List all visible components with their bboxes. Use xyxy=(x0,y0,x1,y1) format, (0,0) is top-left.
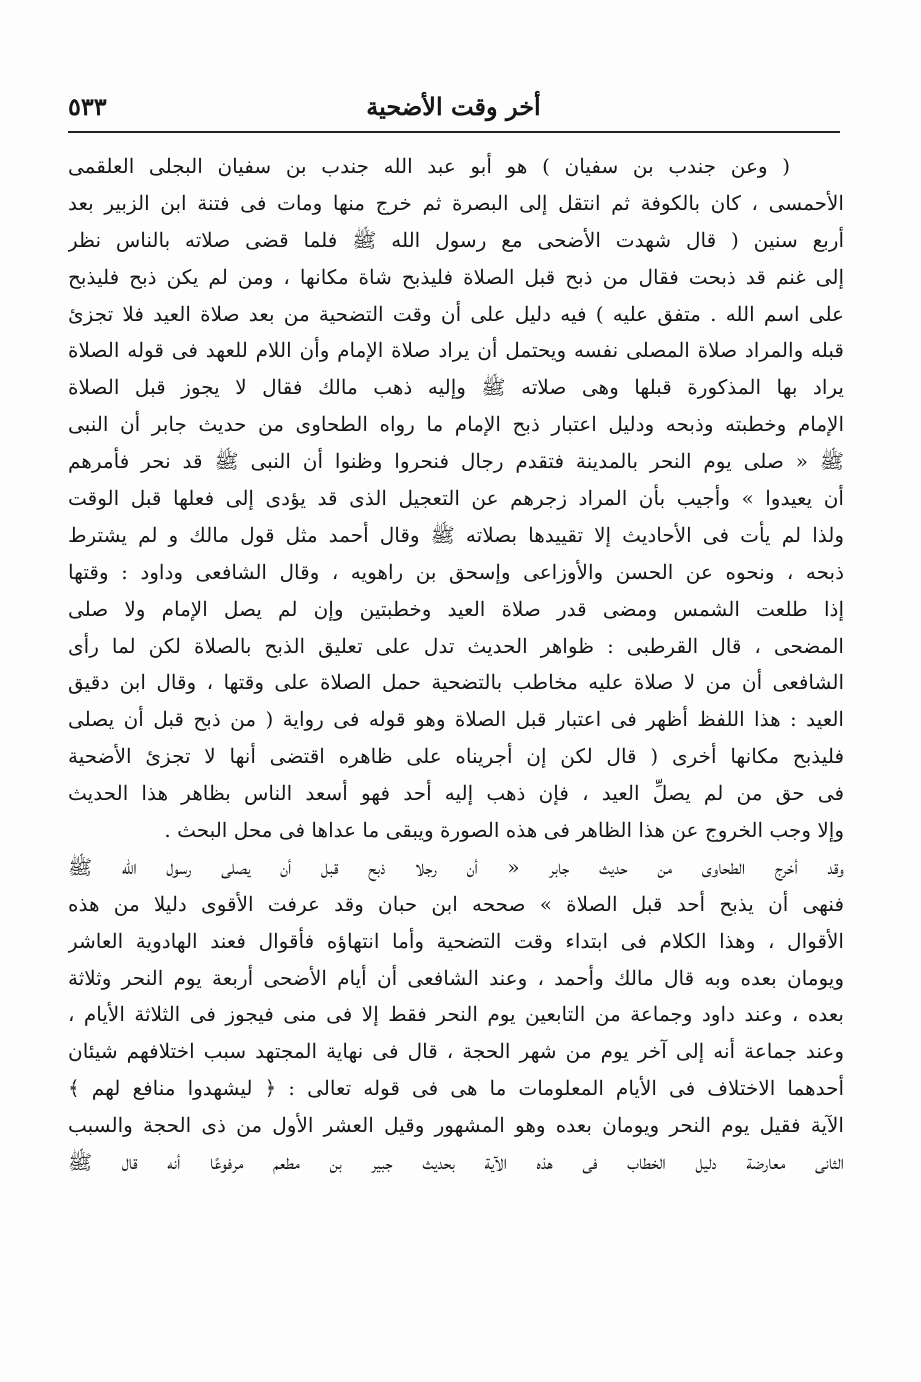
text-line: الإمام وخطبته وذبحه ودليل اعتبار ذبح الإمام ما رواه الطحاوى من حديث جابر أن النبى xyxy=(68,412,844,437)
text-line: قبله والمراد صلاة المصلى نفسه ويحتمل أن يراد صلاة الإمام وأن اللام للعهد فى قوله الصلاة xyxy=(68,338,844,363)
text-line: الآية فقيل يوم النحر ويومان بعده وهو المشهور وقيل العشر الأول من ذى الحجة والسبب xyxy=(68,1113,844,1138)
text-line: الثانى معارضة دليل الخطاب فى هذه الآية بحديث جبير بن مطعم مرفوعًا أنه قال ﷺ xyxy=(68,1150,844,1175)
text-line: الأحمسى ، كان بالكوفة ثم انتقل إلى البصرة ثم خرج منها ومات فى فتنة ابن الزبير بعد xyxy=(68,190,844,215)
running-title: أخر وقت الأضحية xyxy=(366,92,541,121)
text-line: ﷺ « صلى يوم النحر بالمدينة فتقدم رجال فنحروا وظنوا أن النبى ﷺ قد نحر فأمرهم xyxy=(68,449,844,474)
header-rule xyxy=(68,131,840,133)
text-line: المضحى ، قال القرطبى : ظواهر الحديث تدل على تعليق الذبح بالصلاة لكن لما رأى xyxy=(68,633,844,658)
text-line: العيد : هذا اللفظ أظهر فى اعتبار قبل الصلاة وهو قوله فى رواية ( من ذبح قبل أن يصلى xyxy=(68,707,844,732)
text-line: فى حق من لم يصلِّ العيد ، فإن ذهب إليه أحد فهو أسعد الناس بظاهر هذا الحديث xyxy=(68,781,844,806)
text-line: أن يعيدوا » وأجيب بأن المراد زجرهم عن التعجيل الذى قد يؤدى إلى فعلها قبل الوقت xyxy=(68,486,844,511)
text-line: ولذا لم يأت فى الأحاديث إلا تقييدها بصلاته ﷺ وقال أحمد مثل قول مالك و لم يشترط xyxy=(68,522,844,547)
text-line: بعده ، وعند داود وجماعة من التابعين يوم النحر فقط إلا فى منى فيجوز فى الثلاثة الأيام ، xyxy=(68,1002,844,1027)
text-line: ( وعن جندب بن سفيان ) هو أبو عبد الله جندب بن سفيان البجلى العلقمى xyxy=(68,154,790,178)
text-line: الأقوال ، وهذا الكلام فى ابتداء وقت التضحية وأما انتهاؤه فأقوال فعند الهادوية العاشر xyxy=(68,928,844,953)
text-line: أربع سنين ( قال شهدت الأضحى مع رسول الله ﷺ فلما قضى صلاته بالناس نظر xyxy=(68,227,844,252)
text-line: ويومان بعده وبه قال مالك وأحمد ، وعند الشافعى أن أيام الأضحى أربعة يوم النحر وثلاثة xyxy=(68,965,844,990)
text-line: الشافعى أن من لا صلاة عليه مخاطب بالتضحية حمل الصلاة على وقتها ، وقال ابن دقيق xyxy=(68,670,844,695)
text-line: أحدهما الاختلاف فى الأيام المعلومات ما هى فى قوله تعالى : ﴿ ليشهدوا منافع لهم ﴾ xyxy=(68,1076,844,1101)
page-number: ٥٣٣ xyxy=(68,92,107,121)
text-line: إلى غنم قد ذبحت فقال من ذبح قبل الصلاة فليذبح شاة مكانها ، ومن لم يكن ذبح فليذبح xyxy=(68,264,844,289)
text-line: وعند جماعة أنه إلى آخر يوم من شهر الحجة ، قال فى نهاية المجتهد سبب اختلافهم شيئان xyxy=(68,1039,844,1064)
text-line: وإلا وجب الخروج عن هذا الظاهر فى هذه الصورة ويبقى ما عداها فى محل البحث . xyxy=(164,818,844,843)
text-line: فنهى أن يذبح أحد قبل الصلاة » صححه ابن حبان وقد عرفت الأقوى دليلا من هذه xyxy=(68,891,844,916)
text-line: يراد بها المذكورة قبلها وهى صلاته ﷺ وإليه ذهب مالك فقال لا يجوز قبل الصلاة xyxy=(68,375,844,400)
text-line: ذبحه ، ونحوه عن الحسن والأوزاعى وإسحق بن راهويه ، وقال الشافعى وداود : وقتها xyxy=(68,559,844,584)
text-line: على اسم الله . متفق عليه ) فيه دليل على أن وقت التضحية من بعد صلاة العيد فلا تجزئ xyxy=(68,301,844,326)
text-line: إذا طلعت الشمس ومضى قدر صلاة العيد وخطبتين وإن لم يصل الإمام ولا صلى xyxy=(68,596,844,621)
text-line: فليذبح مكانها أخرى ( قال لكن إن أجريناه على ظاهره اقتضى أنها لا تجزئ الأضحية xyxy=(68,744,844,769)
body-text xyxy=(68,148,844,1181)
page-header xyxy=(68,88,839,128)
text-line: وقد أخرج الطحاوى من حديث جابر « أن رجلا ذبح قبل أن يصلى رسول الله ﷺ xyxy=(68,854,844,879)
